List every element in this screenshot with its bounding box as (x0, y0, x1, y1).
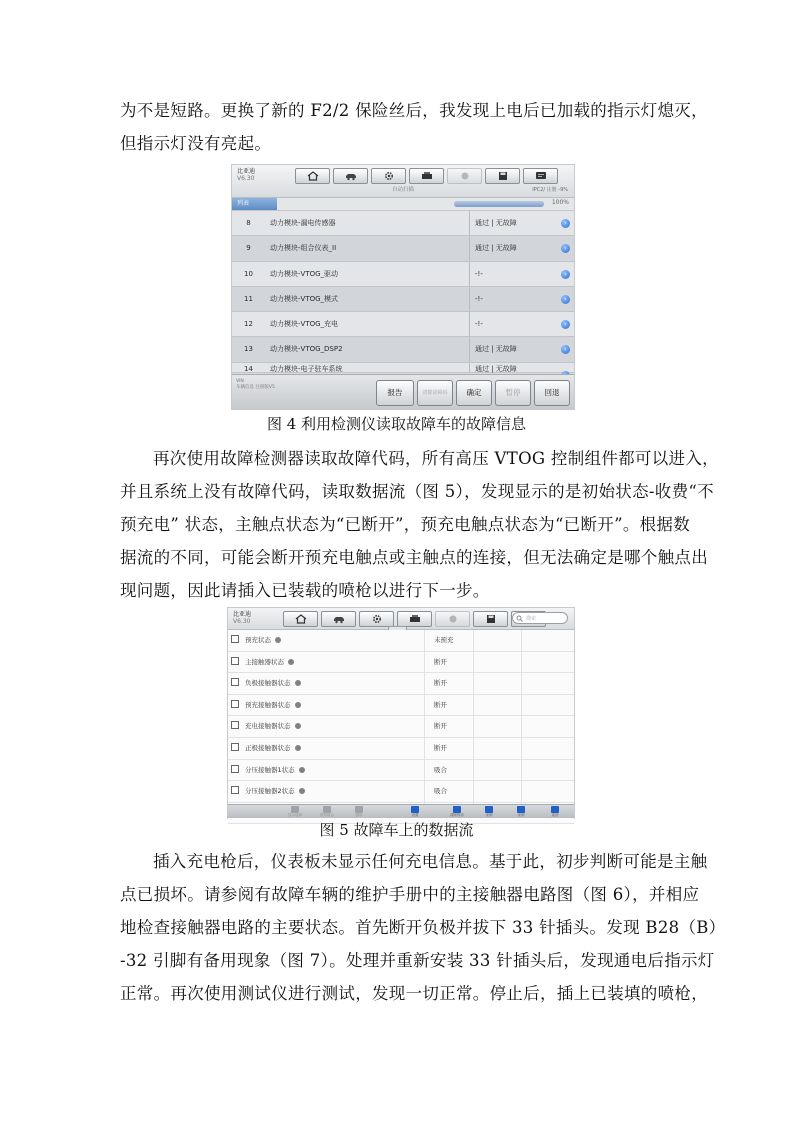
settings-button[interactable] (359, 611, 394, 627)
parameter-cell (245, 738, 301, 759)
data-stream-row (228, 630, 574, 652)
data-stream-row (228, 652, 574, 674)
data-stream-row (228, 716, 574, 738)
progress-track (454, 201, 544, 207)
text-line: 再次使用故障检测器读取故障代码，所有高压 VTOG 控制组件都可以进入， (153, 449, 719, 468)
figure-5-caption: 图 5 故障车上的数据流 (319, 821, 474, 839)
parameter-value: 断开 (434, 657, 447, 666)
parameter-cell (245, 760, 305, 781)
module-status: 通过 | 无故障 (475, 345, 517, 354)
message-button[interactable] (523, 168, 558, 184)
save-button[interactable] (473, 611, 508, 627)
car-icon (345, 171, 357, 181)
row-number: 8 (246, 219, 251, 227)
nav-button[interactable] (406, 806, 424, 817)
paragraph-3 (120, 845, 726, 1010)
module-status: 通过 | 无故障 (475, 244, 517, 253)
chevron-right-icon[interactable]: › (561, 270, 570, 279)
module-name: 动力模块-电子驻车系统 (270, 364, 343, 373)
parameter-value: 断开 (434, 679, 447, 688)
info-icon[interactable] (295, 723, 301, 729)
row-number: 13 (244, 345, 253, 354)
settings-button[interactable] (371, 168, 406, 184)
nav-button[interactable] (480, 806, 498, 817)
save-button[interactable] (485, 168, 520, 184)
module-name: 动力模块-VTOG_模式 (270, 294, 339, 303)
text-line: 并且系统上没有故障代码，读取数据流（图 5），发现显示的是初始状态-收费“不 (120, 482, 714, 501)
ok-button[interactable]: 确定 (456, 380, 492, 406)
parameter-value: 断开 (434, 722, 447, 731)
module-status: -!- (475, 320, 483, 329)
car-icon (333, 614, 345, 624)
text-line: 现问题，因此请插入已装载的喷枪以进行下一步。 (120, 581, 490, 600)
back-button[interactable]: 回退 (534, 380, 570, 406)
parameter-cell (245, 673, 301, 694)
vehicle-info-text: 车辆信息 注册版V5 (236, 385, 275, 390)
info-icon[interactable] (299, 788, 305, 794)
row-checkbox[interactable] (231, 678, 239, 686)
module-row[interactable] (232, 287, 574, 312)
parameter-value: 断开 (434, 743, 447, 752)
parameter-name: 充电接触器状态 (245, 722, 291, 731)
parameter-cell (245, 630, 281, 651)
gear-icon (383, 171, 395, 181)
figure-5-screenshot (227, 607, 575, 819)
row-checkbox[interactable] (231, 721, 239, 729)
parameter-name: 预充状态 (245, 636, 271, 644)
nav-label: 录制 (517, 813, 525, 817)
search-input[interactable] (512, 612, 568, 624)
nav-button[interactable] (286, 806, 304, 817)
info-icon[interactable] (288, 659, 294, 665)
search-placeholder: 搜索 (526, 616, 537, 622)
text-line: 插入充电枪后，仪表板未显示任何充电信息。基于此，初步判断可能是主触 (153, 852, 708, 871)
module-name: 动力模块-漏电传感器 (270, 219, 336, 227)
chevron-right-icon[interactable]: › (561, 244, 570, 253)
progress-percent: 100% (551, 199, 569, 206)
parameter-name: 主接触器状态 (245, 657, 284, 666)
module-row[interactable] (232, 312, 574, 337)
module-row[interactable] (232, 236, 574, 261)
nav-icon (323, 806, 331, 813)
parameter-name: 负极接触器状态 (245, 679, 291, 688)
brand-name: 比亚迪 (233, 611, 252, 618)
parameter-value: 未预充 (434, 636, 454, 644)
nav-icon (485, 806, 493, 813)
nav-label: 图形 (355, 813, 363, 817)
info-icon[interactable] (295, 680, 301, 686)
row-checkbox[interactable] (231, 786, 239, 794)
nav-button[interactable] (448, 806, 466, 817)
nav-icon (291, 806, 299, 813)
nav-icon (551, 806, 559, 813)
save-icon (497, 171, 509, 181)
brand-version: V6.30 (237, 175, 255, 182)
scan-progress (232, 198, 574, 211)
info-icon[interactable] (295, 702, 301, 708)
parameter-value: 断开 (434, 700, 447, 709)
figure-4-caption: 图 4 利用检测仪读取故障车的故障信息 (266, 415, 527, 433)
row-checkbox[interactable] (231, 635, 239, 643)
bottom-navigation (228, 804, 574, 818)
toolbar-buttons (295, 168, 558, 184)
parameter-name: 正极接触器状态 (245, 743, 291, 752)
row-number: 12 (244, 320, 253, 329)
parameter-cell (245, 716, 301, 737)
nav-icon (411, 806, 419, 813)
nav-label: 显示选择 (288, 813, 302, 817)
help-button[interactable] (447, 168, 482, 184)
nav-button[interactable] (318, 806, 336, 817)
column-divider (469, 211, 470, 235)
brand (237, 168, 255, 182)
chevron-right-icon[interactable]: › (561, 295, 570, 304)
parameter-value: 吸合 (434, 765, 447, 774)
help-button[interactable] (435, 611, 470, 627)
module-status: 通过 | 无故障 (475, 219, 517, 227)
module-row[interactable] (232, 363, 574, 373)
pause-button[interactable]: 暂停 (495, 380, 531, 406)
column-divider (424, 630, 425, 805)
print-button[interactable] (409, 168, 444, 184)
column-divider (469, 287, 470, 311)
text-line: -32 引脚有备用现象（图 7）。处理并重新安装 33 针插头后，发现通电后指示灯 (120, 951, 715, 970)
nav-label: 波形组合 (320, 813, 334, 817)
brand-name: 比亚迪 (237, 168, 256, 175)
nav-button[interactable] (546, 806, 564, 817)
bottom-bar (232, 374, 574, 409)
parameter-name: 分压接触器1状态 (245, 765, 295, 774)
parameter-name: 分压接触器2状态 (245, 787, 295, 796)
module-name: 动力模块-VTOG_DSP2 (270, 345, 343, 354)
text-line: 正常。再次使用测试仪进行测试，发现一切正常。停止后，插上已装填的喷枪， (120, 984, 708, 1003)
column-divider (469, 262, 470, 286)
nav-icon (453, 806, 461, 813)
paragraph-1 (120, 94, 708, 160)
text-line: 预充电” 状态，主触点状态为“已断开”，预充电触点状态为“已断开”。根据数 (120, 515, 691, 534)
data-stream-row (228, 673, 574, 695)
row-checkbox[interactable] (231, 657, 239, 665)
list-tab[interactable]: 列表 (232, 198, 277, 210)
report-button[interactable]: 报告 (376, 380, 414, 406)
column-divider (469, 363, 470, 372)
column-divider (521, 630, 522, 805)
printer-icon (409, 614, 421, 624)
text-line: 为不是短路。更换了新的 F2/2 保险丝后，我发现上电后已加载的指示灯熄灭， (120, 101, 708, 120)
parameter-cell (245, 781, 305, 802)
printer-icon (421, 171, 433, 181)
nav-label: 清除保存 (450, 813, 464, 817)
info-icon[interactable] (299, 767, 305, 773)
parameter-name: 预充接触器状态 (245, 700, 291, 709)
module-status: 通过 | 无故障 (475, 364, 517, 373)
text-line: 据流的不同，可能会断开预充电触点或主触点的连接，但无法确定是哪个触点出 (120, 548, 708, 567)
progress-fill (454, 201, 544, 207)
info-icon[interactable] (275, 637, 281, 643)
brand (233, 611, 251, 625)
nav-button[interactable] (350, 806, 368, 817)
nav-icon (517, 806, 525, 813)
chevron-right-icon[interactable]: › (561, 345, 570, 354)
column-divider (469, 337, 470, 361)
nav-icon (355, 806, 363, 813)
data-stream-row (228, 760, 574, 782)
search-icon (516, 615, 523, 622)
figure-4-screenshot (231, 164, 575, 410)
vin-label: VIN (236, 379, 244, 384)
row-checkbox[interactable] (231, 765, 239, 773)
text-line: 但指示灯没有亮起。 (120, 134, 272, 153)
nav-button[interactable] (512, 806, 530, 817)
row-number: 9 (246, 244, 251, 253)
help-icon (459, 171, 471, 181)
module-name: 动力模块-VTOG_充电 (270, 320, 339, 329)
module-list (232, 211, 574, 373)
data-stream-row (228, 781, 574, 803)
module-row[interactable] (232, 337, 574, 362)
save-icon (485, 614, 497, 624)
vehicle-switch-button[interactable] (333, 168, 368, 184)
vehicle-info (236, 379, 275, 391)
module-name: 动力模块-组合仪表_II (270, 244, 337, 253)
home-icon (307, 171, 319, 181)
column-divider (469, 312, 470, 336)
action-buttons (376, 380, 570, 406)
data-stream-row (228, 695, 574, 717)
row-number: 11 (244, 294, 253, 303)
message-icon (535, 171, 547, 181)
nav-label: 录制 (485, 813, 493, 817)
vehicle-switch-button[interactable] (321, 611, 356, 627)
brand-version: V6.30 (233, 618, 251, 625)
toolbar-buttons (283, 611, 546, 627)
toolbar (232, 165, 574, 198)
chevron-right-icon[interactable]: › (561, 219, 570, 228)
module-name: 动力模块-VTOG_驱动 (270, 269, 339, 278)
parameter-cell (245, 652, 294, 673)
text-line: 地检查接触器电路的主要状态。首先断开负极并拔下 33 针插头。发现 B28（B） (120, 918, 726, 937)
home-button[interactable] (283, 611, 318, 627)
home-icon (295, 614, 307, 624)
row-number: 14 (244, 364, 253, 373)
parameter-cell (245, 695, 301, 716)
row-number: 10 (244, 269, 253, 278)
nav-label: 返回 (551, 813, 559, 817)
module-status: -!- (475, 269, 483, 278)
module-row[interactable] (232, 262, 574, 287)
data-stream-list (228, 630, 574, 805)
module-row[interactable] (232, 211, 574, 236)
module-status: -!- (475, 294, 483, 303)
gear-icon (371, 614, 383, 624)
clear-codes-button[interactable]: 清除故障码 (417, 380, 453, 406)
nav-label: 设置 (411, 813, 419, 817)
text-line: 点已损坏。请参阅有故障车辆的维护手册中的主接触器电路图（图 6），并相应 (120, 885, 700, 904)
row-checkbox[interactable] (231, 743, 239, 751)
column-divider (473, 630, 474, 805)
home-button[interactable] (295, 168, 330, 184)
paragraph-2 (120, 442, 719, 607)
parameter-value: 吸合 (434, 787, 447, 796)
row-checkbox[interactable] (231, 700, 239, 708)
data-stream-row (228, 738, 574, 760)
status-indicator: IPC2/ 注册 -9% (532, 187, 568, 193)
screen-subtitle: 自动扫描 (391, 187, 414, 193)
print-button[interactable] (397, 611, 432, 627)
info-icon[interactable] (295, 745, 301, 751)
help-icon (447, 614, 459, 624)
column-divider (469, 236, 470, 260)
chevron-right-icon[interactable]: › (561, 320, 570, 329)
